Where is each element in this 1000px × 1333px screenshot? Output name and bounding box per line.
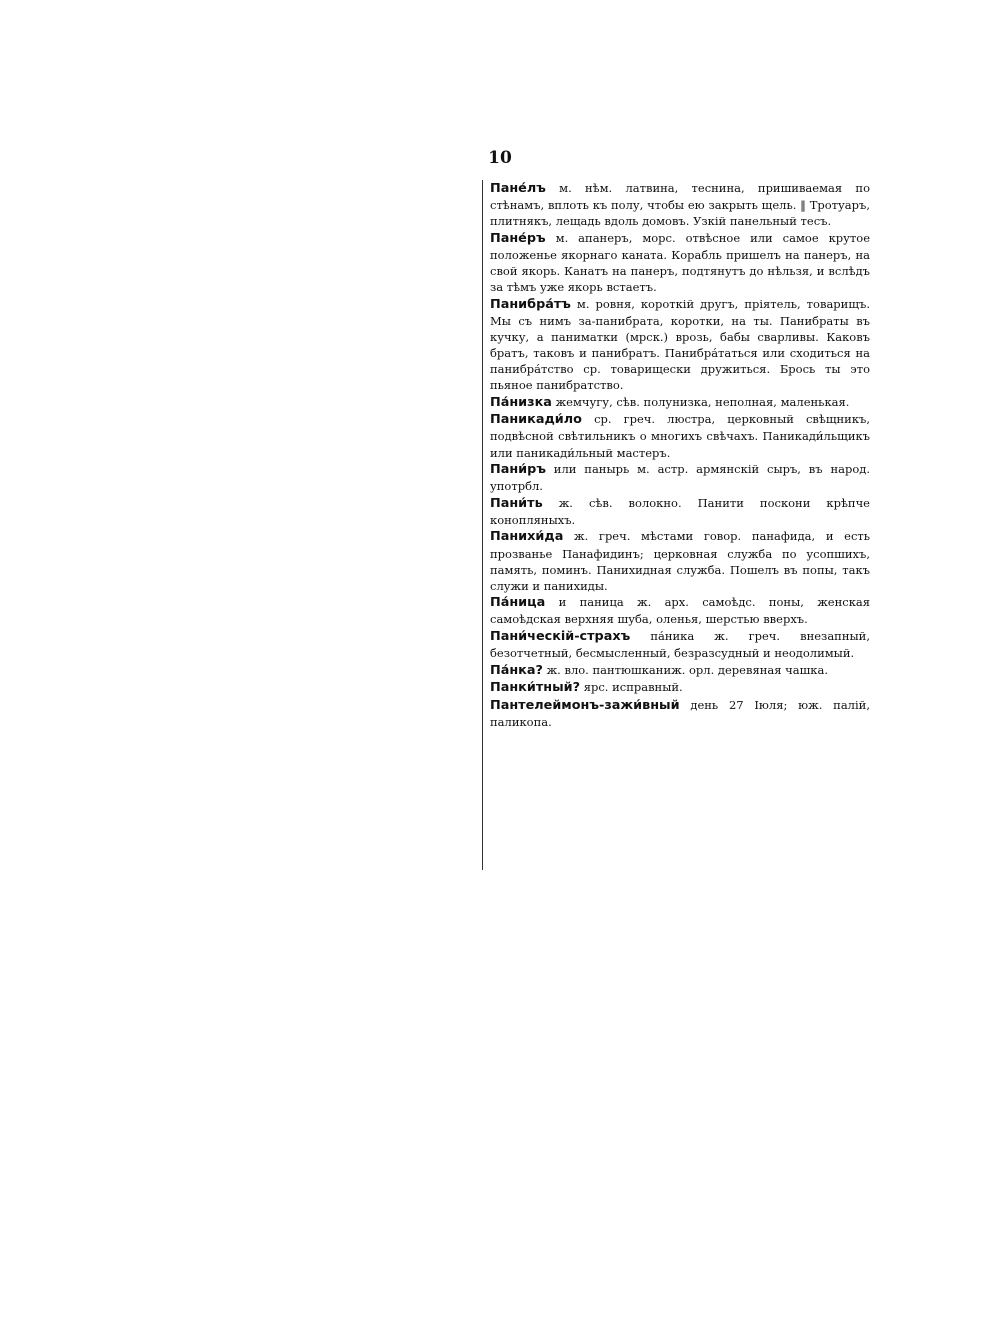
entry-headword: Пане́лъ: [490, 181, 546, 196]
entry-headword: Панки́тный?: [490, 680, 581, 696]
entry-headword: Пантелеймонъ-зажи́вный: [490, 697, 680, 713]
entry-headword: Пани́ть: [490, 495, 543, 511]
dictionary-entry: [490, 461, 870, 494]
entry-headword: Па́ница: [490, 595, 546, 611]
entry-headword: Пане́ръ: [490, 230, 546, 246]
entry-text: или панырь м. астр. армянскій сыръ, въ народ. употрбл.: [490, 462, 870, 494]
entry-text: м. нѣм. латвина, теснина, пришиваемая по стѣнамъ, вплоть къ полу, чтобы ею закрыть щель. ‖ Тротуаръ, плитнякъ, лещадь вдоль домовъ. Узкій панельный тесъ.: [490, 181, 870, 229]
entry-text: ж. греч. мѣстами говор. панафида, и есть прозванье Панафидинъ; церковная служба по усопшихъ, память, поминъ. Панихидная служба. Пошелъ въ попы, такъ служи и панихиды.: [490, 529, 871, 593]
entry-text: жемчугу, сѣв. полунизка, неполная, маленькая.: [555, 394, 850, 409]
dictionary-entry: [490, 697, 870, 730]
column-divider: [482, 180, 483, 870]
entry-headword: Па́низка: [490, 394, 552, 410]
right-column: [490, 180, 870, 731]
entry-headword: Па́нка?: [490, 662, 543, 678]
entry-headword: Пани́ръ: [490, 462, 546, 478]
entry-headword: Панихи́да: [490, 529, 564, 545]
entry-text: па́ника ж. греч. внезапный, безотчетный, бесмысленный, безразсудный и неодолимый.: [490, 629, 870, 661]
dictionary-entry: [490, 394, 870, 411]
entry-headword: Панибра́тъ: [490, 296, 571, 312]
dictionary-entry: [490, 662, 870, 679]
dictionary-entry: [490, 411, 870, 460]
entry-text: ср. греч. люстра, церковный свѣщникъ, подвѣсной свѣтильникъ о многихъ свѣчахъ. Паникади́льщикъ или паникади́льный мастеръ.: [490, 412, 871, 460]
entry-text: и паница ж. арх. самоѣдс. поны, женская самоѣдская верхняя шуба, оленья, шерстью вверхъ.: [490, 595, 871, 627]
entry-text: день 27 Іюля; юж. палій, паликопа.: [490, 697, 870, 729]
dictionary-entry: [490, 230, 870, 295]
dictionary-entry: [490, 495, 870, 528]
dictionary-entry: [490, 594, 870, 627]
entry-text: ж. вло. пантюшканиж. орл. деревяная чашка.: [546, 662, 828, 677]
entry-headword: Пани́ческій-страхъ: [490, 629, 631, 645]
dictionary-entry: [490, 180, 870, 229]
entry-text: м. апанеръ, морс. отвѣсное или самое крутое положенье якорнаго каната. Корабль пришелъ на панеръ, на свой якорь. Канатъ на панеръ, подтянутъ до нѣльзя, и вслѣдъ за тѣмъ уже якорь встаетъ.: [490, 230, 871, 295]
entry-text: ярс. исправный.: [583, 680, 683, 695]
entry-text: м. ровня, короткій другъ, пріятель, товарищъ. Мы съ нимъ за-панибрата, коротки, на ты. Панибраты въ кучку, а паниматки (мрск.) врозь, бабы сварливы. Каковъ братъ, таковъ и панибратъ. Панибра́таться или сходиться на панибра́тство ср. товарищески дружиться. Брось ты это пьяное панибратство.: [490, 296, 870, 393]
dictionary-entry: [490, 528, 870, 593]
entry-text: ж. сѣв. волокно. Панити поскони крѣпче конопляныхъ.: [490, 495, 870, 527]
dictionary-entry: [490, 628, 870, 661]
page-number: 10: [488, 148, 512, 168]
entry-headword: Паникади́ло: [490, 412, 582, 428]
dictionary-entry: [490, 679, 870, 696]
dictionary-entry: [490, 296, 870, 394]
